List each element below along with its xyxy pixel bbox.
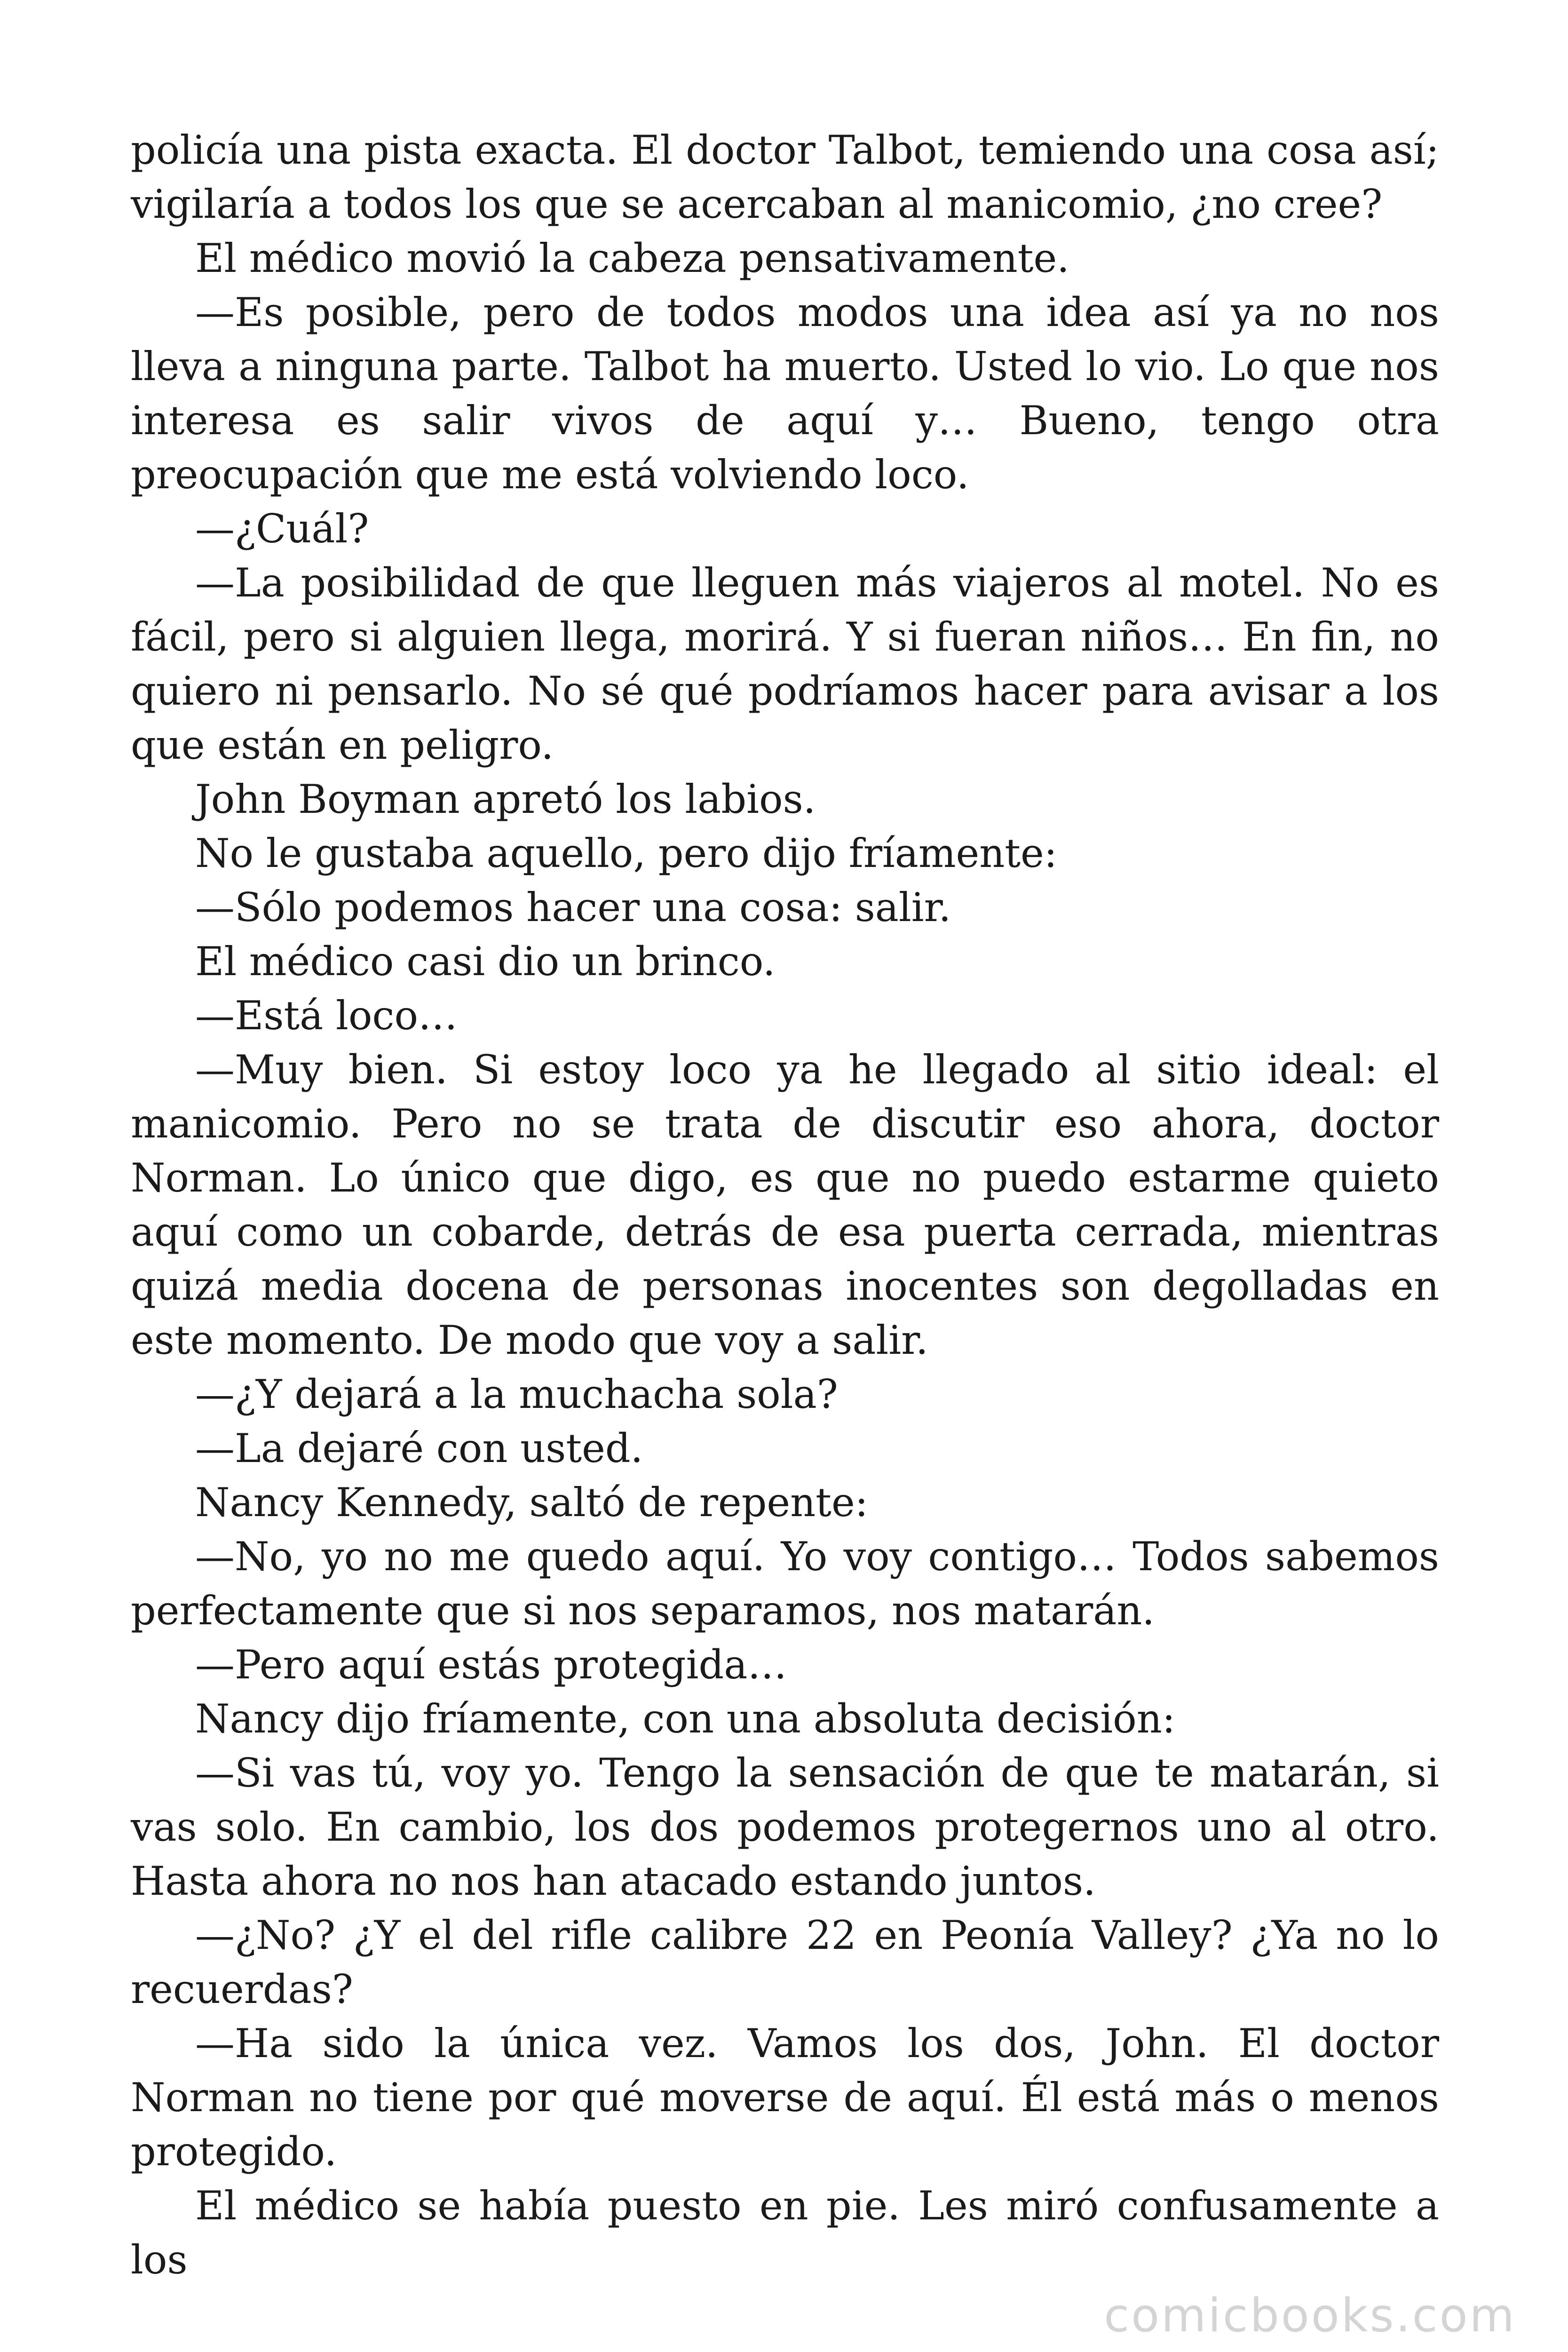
- paragraph: Nancy Kennedy, saltó de repente:: [195, 1479, 868, 1526]
- page-body-text: [131, 123, 1439, 2287]
- paragraph: —No, yo no me quedo aquí. Yo voy contigo… Todos sabemos perfectamente que si nos separamos, nos matarán.: [131, 1534, 1439, 1634]
- paragraph: No le gustaba aquello, pero dijo fríamente:: [195, 830, 1058, 876]
- paragraph: —La dejaré con usted.: [195, 1425, 643, 1471]
- paragraph: El médico se había puesto en pie. Les miró confusamente a los: [131, 2183, 1439, 2283]
- site-watermark: comicbooks.com: [1104, 2289, 1516, 2343]
- paragraph: —¿Cuál?: [195, 506, 369, 552]
- paragraph: —La posibilidad de que lleguen más viajeros al motel. No es fácil, pero si alguien llega, morirá. Y si fueran niños… En fin, no quiero ni pensarlo. No sé qué podríamos hacer para avisar a los que están en peligro.: [131, 560, 1439, 768]
- paragraph: —¿Y dejará a la muchacha sola?: [195, 1371, 838, 1417]
- paragraph: —Pero aquí estás protegida…: [195, 1642, 787, 1688]
- paragraph: —Es posible, pero de todos modos una idea así ya no nos lleva a ninguna parte. Talbot ha muerto. Usted lo vio. Lo que nos interesa es salir vivos de aquí y… Bueno, tengo otra preocupación que me está volviendo loco.: [131, 289, 1439, 498]
- paragraph: El médico casi dio un brinco.: [195, 938, 776, 985]
- paragraph: —Ha sido la única vez. Vamos los dos, John. El doctor Norman no tiene por qué moverse de aquí. Él está más o menos protegido.: [131, 2020, 1439, 2175]
- paragraph: Nancy dijo fríamente, con una absoluta decisión:: [195, 1696, 1176, 1742]
- paragraph: —Sólo podemos hacer una cosa: salir.: [195, 884, 951, 930]
- paragraph: —Está loco…: [195, 993, 458, 1039]
- paragraph: El médico movió la cabeza pensativamente.: [195, 235, 1069, 281]
- paragraph: policía una pista exacta. El doctor Talbot, temiendo una cosa así; vigilaría a todos los que se acercaban al manicomio, ¿no cree?: [131, 127, 1439, 227]
- paragraph: —¿No? ¿Y el del rifle calibre 22 en Peonía Valley? ¿Ya no lo recuerdas?: [131, 1912, 1439, 2012]
- paragraph: —Muy bien. Si estoy loco ya he llegado al sitio ideal: el manicomio. Pero no se trata de discutir eso ahora, doctor Norman. Lo único que digo, es que no puedo estarme quieto aquí como un cobarde, detrás de esa puerta cerrada, mientras quizá media docena de personas inocentes son degolladas en este momento. De modo que voy a salir.: [131, 1047, 1439, 1363]
- paragraph: John Boyman apretó los labios.: [195, 776, 816, 822]
- paragraph: —Si vas tú, voy yo. Tengo la sensación de que te matarán, si vas solo. En cambio, los dos podemos protegernos uno al otro. Hasta ahora no nos han atacado estando juntos.: [131, 1750, 1439, 1904]
